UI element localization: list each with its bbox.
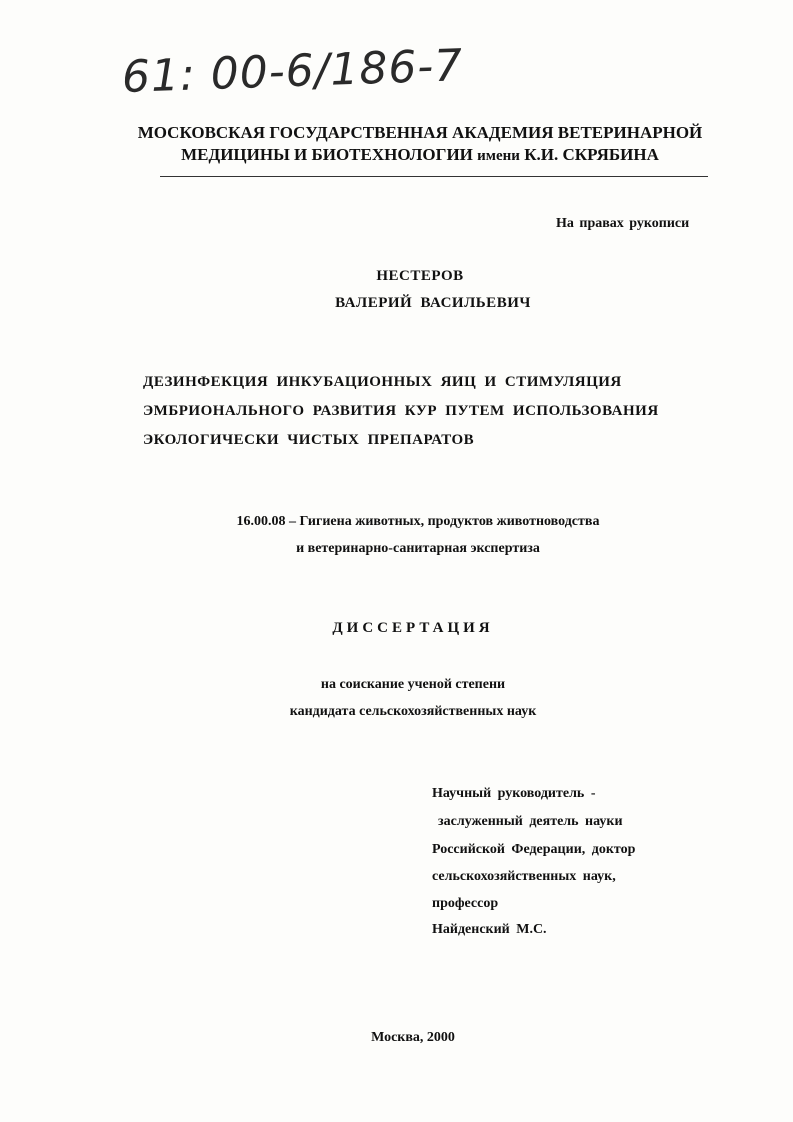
author-first-names: ВАЛЕРИЙ ВАСИЛЬЕВИЧ [335, 295, 531, 311]
institution-line-2-small: имени [477, 148, 520, 164]
advisor-line-1: Научный руководитель - [432, 786, 596, 801]
degree-line-1: на соискание ученой степени [320, 677, 506, 692]
title-line-3: ЭКОЛОГИЧЕСКИ ЧИСТЫХ ПРЕПАРАТОВ [143, 432, 475, 448]
document-type: ДИССЕРТАЦИЯ [332, 620, 494, 636]
institution-line-2 [100, 144, 740, 167]
specialty-line-1: 16.00.08 – Гигиена животных, продуктов животноводства [236, 514, 600, 529]
title-line-2: ЭМБРИОНАЛЬНОГО РАЗВИТИЯ КУР ПУТЕМ ИСПОЛЬЗОВАНИЯ [143, 403, 659, 419]
handwritten-archive-code: 61: 00-6/186-7 [121, 40, 465, 103]
advisor-name: Найденский М.С. [432, 922, 547, 937]
institution-line-1: МОСКОВСКАЯ ГОСУДАРСТВЕННАЯ АКАДЕМИЯ ВЕТЕРИНАРНОЙ [137, 123, 703, 142]
author-last-name: НЕСТЕРОВ [376, 268, 464, 284]
advisor-line-5: профессор [432, 896, 499, 911]
manuscript-rights-note: На правах рукописи [556, 216, 690, 231]
specialty-line-2: и ветеринарно-санитарная экспертиза [296, 541, 540, 556]
degree-line-2: кандидата сельскохозяйственных наук [289, 704, 537, 719]
advisor-line-2: заслуженный деятель науки [438, 814, 623, 829]
institution-line-2-end: К.И. СКРЯБИНА [524, 145, 659, 164]
institution-name [100, 122, 740, 167]
advisor-line-4: сельскохозяйственных наук, [432, 869, 616, 884]
city-and-year: Москва, 2000 [371, 1030, 455, 1045]
title-line-1: ДЕЗИНФЕКЦИЯ ИНКУБАЦИОННЫХ ЯИЦ И СТИМУЛЯЦИЯ [143, 374, 622, 390]
institution-line-2-main: МЕДИЦИНЫ И БИОТЕХНОЛОГИИ [181, 145, 473, 164]
advisor-line-3: Российской Федерации, доктор [432, 842, 636, 857]
header-divider [160, 176, 708, 177]
